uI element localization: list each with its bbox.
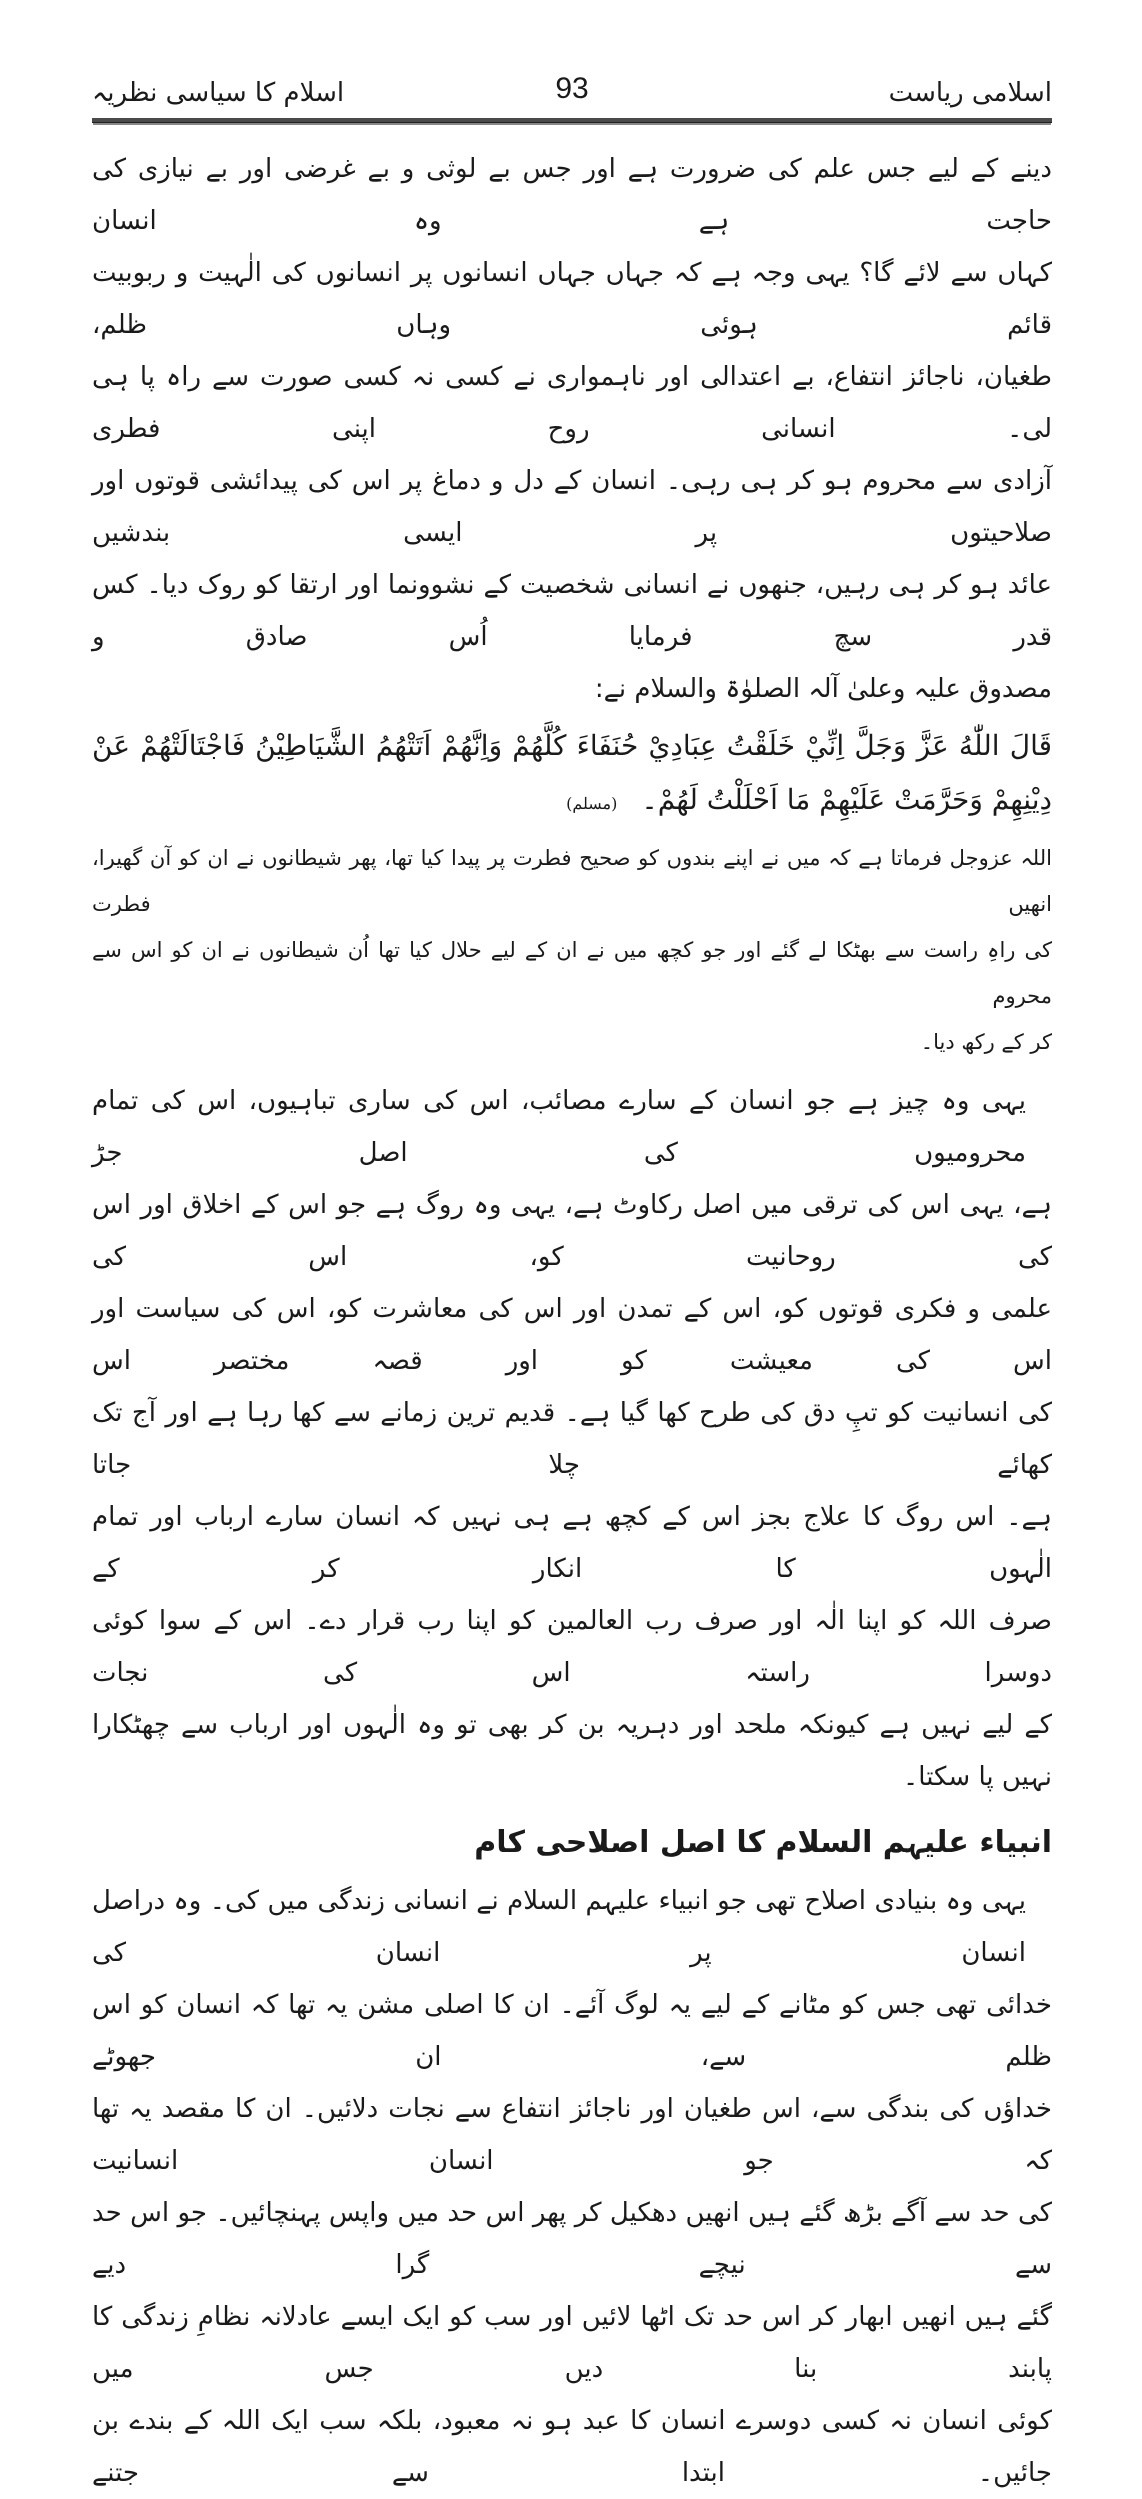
text-line: کے لیے نہیں ہے کیونکہ ملحد اور دہریہ بن کر بھی تو وہ الٰہوں اور ارباب سے چھٹکارا نہیں پا سکتا۔ [92,1710,1052,1792]
translation-line: اللہ عزوجل فرماتا ہے کہ میں نے اپنے بندوں کو صحیح فطرت پر پیدا کیا تھا، پھر شیطانوں نے ان کو آن گھیرا، انھیں فطرت [92,846,1052,916]
header-rule [92,118,1052,123]
text-line: گئے ہیں انھیں ابھار کر اس حد تک اٹھا لائیں اور سب کو ایک ایسے عادلانہ نظامِ زندگی کا پابند بنا دیں جس میں [92,2302,1052,2384]
text-line: کی حد سے آگے بڑھ گئے ہیں انھیں دھکیل کر پھر اس حد میں واپس پہنچائیں۔ جو اس حد سے نیچے گرا دیے [92,2198,1052,2280]
hadith-line-last [92,773,1052,831]
paragraph-1 [92,143,1052,715]
text-line: خداؤں کی بندگی سے، اس طغیان اور ناجائز انتفاع سے نجات دلائیں۔ ان کا مقصد یہ تھا کہ جو انسان انسانیت [92,2094,1052,2176]
text-line: آزادی سے محروم ہو کر ہی رہی۔ انسان کے دل و دماغ پر اس کی پیدائشی قوتوں اور صلاحیتوں پر ایسی بندشیں [92,466,1052,548]
page-number: 93 [555,72,589,105]
hadith-line: قَالَ اللّٰهُ عَزَّ وَجَلَّ اِنِّيْ خَلَقْتُ عِبَادِيْ حُنَفَاءَ كُلَّهُمْ وَاِنَّهُمْ اَتَتْهُمُ الشَّيَاطِيْنُ فَاجْتَالَتْهُمْ عَنْ [92,729,1052,762]
text-line: کی انسانیت کو تپِ دق کی طرح کھا گیا ہے۔ قدیم ترین زمانے سے کھا رہا ہے اور آج تک کھائے چلا جاتا [92,1398,1052,1480]
text-line: کہاں سے لائے گا؟ یہی وجہ ہے کہ جہاں جہاں انسانوں پر انسانوں کی الٰہیت و ربوبیت قائم ہوئی وہاں ظلم، [92,258,1052,340]
text-line: ہے، یہی اس کی ترقی میں اصل رکاوٹ ہے، یہی وہ روگ ہے جو اس کے اخلاق اور اس کی روحانیت کو، اس کی [92,1190,1052,1272]
translation-line: کر کے رکھ دیا۔ [920,1030,1052,1054]
hadith-citation: (مسلم) [566,794,618,813]
text-line: صرف اللہ کو اپنا الٰہ اور صرف رب العالمین کو اپنا رب قرار دے۔ اس کے سوا کوئی دوسرا راستہ اس کی نجات [92,1606,1052,1688]
text-line: یہی وہ چیز ہے جو انسان کے سارے مصائب، اس کی ساری تباہیوں، اس کی تمام محرومیوں کی اصل جڑ [92,1086,1026,1168]
text-line: مصدوق علیہ وعلیٰ آلہ الصلوٰۃ والسلام نے: [594,674,1052,704]
book-page [92,60,1052,2499]
translation-line: کی راہِ راست سے بھٹکا لے گئے اور جو کچھ میں نے ان کے لیے حلال کیا تھا اُن شیطانوں نے ان کو اس سے محروم [92,938,1052,1008]
text-line: ہے۔ اس روگ کا علاج بجز اس کے کچھ ہے ہی نہیں کہ انسان سارے ارباب اور تمام الٰہوں کا انکار کر کے [92,1502,1052,1584]
text-line: عائد ہو کر ہی رہیں، جنھوں نے انسانی شخصیت کے نشوونما اور ارتقا کو روک دیا۔ کس قدر سچ فرمایا اُس صادق و [92,570,1052,652]
hadith-quote [92,719,1052,831]
hadith-text: دِيْنِهِمْ وَحَرَّمَتْ عَلَيْهِمْ مَا اَحْلَلْتُ لَهُمْ۔ [641,783,1052,816]
page-header [92,60,1052,116]
paragraph-2 [92,1075,1052,1803]
section-heading: انبیاء علیہم السلام کا اصل اصلاحی کام [474,1825,1052,1860]
hadith-translation [92,835,1052,1065]
body-text [92,143,1052,2499]
paragraph-3 [92,1875,1052,2499]
text-line: کوئی انسان نہ کسی دوسرے انسان کا عبد ہو نہ معبود، بلکہ سب ایک اللہ کے بندے بن جائیں۔ ابتدا سے جتنے [92,2406,1052,2488]
text-line: یہی وہ بنیادی اصلاح تھی جو انبیاء علیہم السلام نے انسانی زندگی میں کی۔ وہ دراصل انسان پر انسان کی [92,1886,1026,1968]
running-title-left: اسلام کا سیاسی نظریہ [92,78,345,108]
text-line: دینے کے لیے جس علم کی ضرورت ہے اور جس بے لوثی و بے غرضی اور بے نیازی کی حاجت ہے وہ انسان [92,154,1052,236]
text-line: طغیان، ناجائز انتفاع، بے اعتدالی اور ناہمواری نے کسی نہ کسی صورت سے راہ پا ہی لی۔ انسانی روح اپنی فطری [92,362,1052,444]
text-line: خدائی تھی جس کو مٹانے کے لیے یہ لوگ آئے۔ ان کا اصلی مشن یہ تھا کہ انسان کو اس ظلم سے، ان جھوٹے [92,1990,1052,2072]
running-title-right: اسلامی ریاست [888,78,1052,108]
text-line: علمی و فکری قوتوں کو، اس کے تمدن اور اس کی معاشرت کو، اس کی سیاست اور اس کی معیشت کو اور قصہ مختصر اس [92,1294,1052,1376]
